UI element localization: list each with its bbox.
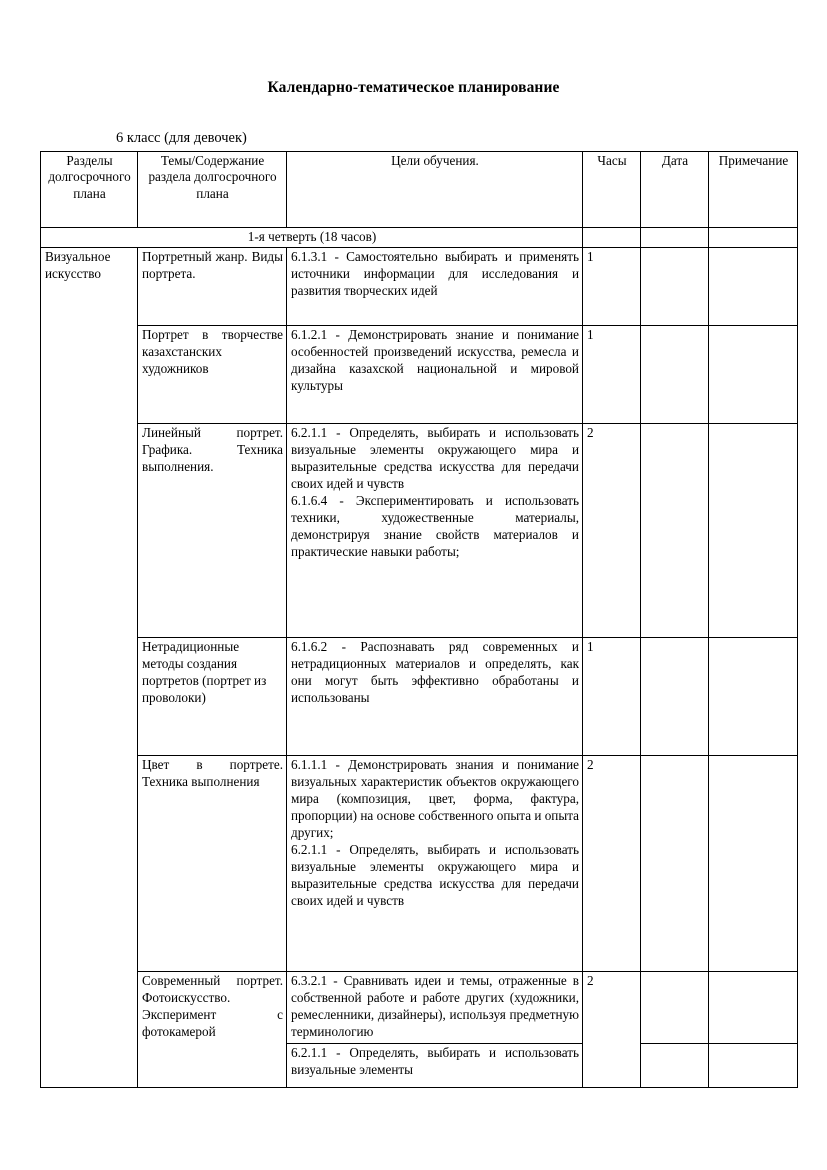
- planning-table: [40, 151, 798, 1089]
- date-cell: [641, 638, 709, 756]
- goal-text: 6.1.6.2 - Распознавать ряд современных и нетрадиционных материалов и определять, как они могут быть эффективно обработаны и использованы: [291, 639, 579, 706]
- topic-cell: [138, 424, 287, 638]
- quarter-hours-cell: [583, 227, 641, 248]
- date-cell: [641, 972, 709, 1044]
- hours-cell: 1: [583, 326, 641, 424]
- column-header-goals: Цели обучения.: [287, 151, 583, 227]
- table-header: [41, 151, 798, 227]
- goals-cell: [287, 972, 583, 1044]
- section-label-visual-arts: Визуальное искусство: [41, 248, 138, 1088]
- goals-cell: [287, 638, 583, 756]
- hours-cell: 1: [583, 248, 641, 326]
- goal-text: 6.3.2.1 - Сравнивать идеи и темы, отраженные в собственной работе и работе других (художники, ремесленники, дизайнеры), используя предметную терминологию: [291, 973, 579, 1040]
- goal-text: 6.2.1.1 - Определять, выбирать и использовать визуальные элементы окружающего мира и выразительные средства искусства для передачи своих идей и чувств: [291, 842, 579, 909]
- goal-text: 6.1.2.1 - Демонстрировать знание и понимание особенностей произведений искусства, ремесла и дизайна казахской национальной и мировой культуры: [291, 327, 579, 394]
- table-body: [41, 227, 798, 1088]
- topic-text: Нетрадиционные методы создания портретов (портрет из проволоки): [142, 639, 267, 706]
- quarter-note-cell: [709, 227, 798, 248]
- hours-cell: 2: [583, 756, 641, 972]
- goal-text: 6.2.1.1 - Определять, выбирать и использовать визуальные элементы: [291, 1045, 579, 1078]
- date-cell: [641, 756, 709, 972]
- goals-cell: [287, 248, 583, 326]
- quarter-banner: 1-я четверть (18 часов): [41, 227, 583, 248]
- column-header-section: Разделы долгосрочного плана: [41, 151, 138, 227]
- goals-cell: [287, 424, 583, 638]
- note-cell: [709, 972, 798, 1044]
- quarter-date-cell: [641, 227, 709, 248]
- column-header-hours: Часы: [583, 151, 641, 227]
- topic-text: Портретный жанр. Виды портрета.: [142, 249, 283, 282]
- hours-cell: 2: [583, 424, 641, 638]
- table-row: [41, 972, 798, 1044]
- page-title: Календарно-тематическое планирование: [267, 79, 560, 96]
- topic-cell: [138, 756, 287, 972]
- note-cell: [709, 638, 798, 756]
- table-row: [41, 326, 798, 424]
- table-row: [41, 638, 798, 756]
- grade-subtitle: 6 класс (для девочек): [116, 130, 247, 146]
- topic-cell: [138, 638, 287, 756]
- goal-text: 6.2.1.1 - Определять, выбирать и использовать визуальные элементы окружающего мира и выразительные средства искусства для передачи своих идей и чувств: [291, 425, 579, 492]
- goal-text: 6.1.3.1 - Самостоятельно выбирать и применять источники информации для исследования и развития творческих идей: [291, 249, 579, 299]
- note-cell: [709, 248, 798, 326]
- topic-cell: [138, 326, 287, 424]
- goal-text: 6.1.6.4 - Экспериментировать и использовать техники, художественные материалы, демонстрируя знание свойств материалов и практические навыки работы;: [291, 493, 579, 560]
- note-cell: [709, 756, 798, 972]
- topic-cell: [138, 248, 287, 326]
- date-cell: [641, 1044, 709, 1088]
- column-header-note: Примечание: [709, 151, 798, 227]
- goal-text: 6.1.1.1 - Демонстрировать знания и понимание визуальных характеристик объектов окружающего мира (композиция, цвет, форма, фактура, пропорции) на основе собственного опыта и опыта других;: [291, 757, 579, 841]
- column-header-date: Дата: [641, 151, 709, 227]
- date-cell: [641, 424, 709, 638]
- table-row: [41, 248, 798, 326]
- note-cell: [709, 1044, 798, 1088]
- header-row: [41, 151, 798, 227]
- table-row: [41, 424, 798, 638]
- topic-cell: [138, 972, 287, 1088]
- topic-text: Линейный портрет. Графика. Техника выполнения.: [142, 425, 283, 475]
- goals-cell: [287, 326, 583, 424]
- topic-text: Современный портрет. Фотоискусство. Эксперимент с фотокамерой: [142, 973, 283, 1040]
- topic-text: Цвет в портрете. Техника выполнения: [142, 757, 283, 790]
- goals-cell: [287, 756, 583, 972]
- date-cell: [641, 326, 709, 424]
- table-row: [41, 756, 798, 972]
- note-cell: [709, 326, 798, 424]
- date-cell: [641, 248, 709, 326]
- quarter-banner-row: [41, 227, 798, 248]
- hours-cell: 2: [583, 972, 641, 1088]
- hours-cell: 1: [583, 638, 641, 756]
- topic-text: Портрет в творчестве казахстанских художников: [142, 327, 283, 377]
- column-header-topic: Темы/Содержание раздела долгосрочного плана: [138, 151, 287, 227]
- goals-cell-continued: [287, 1044, 583, 1088]
- note-cell: [709, 424, 798, 638]
